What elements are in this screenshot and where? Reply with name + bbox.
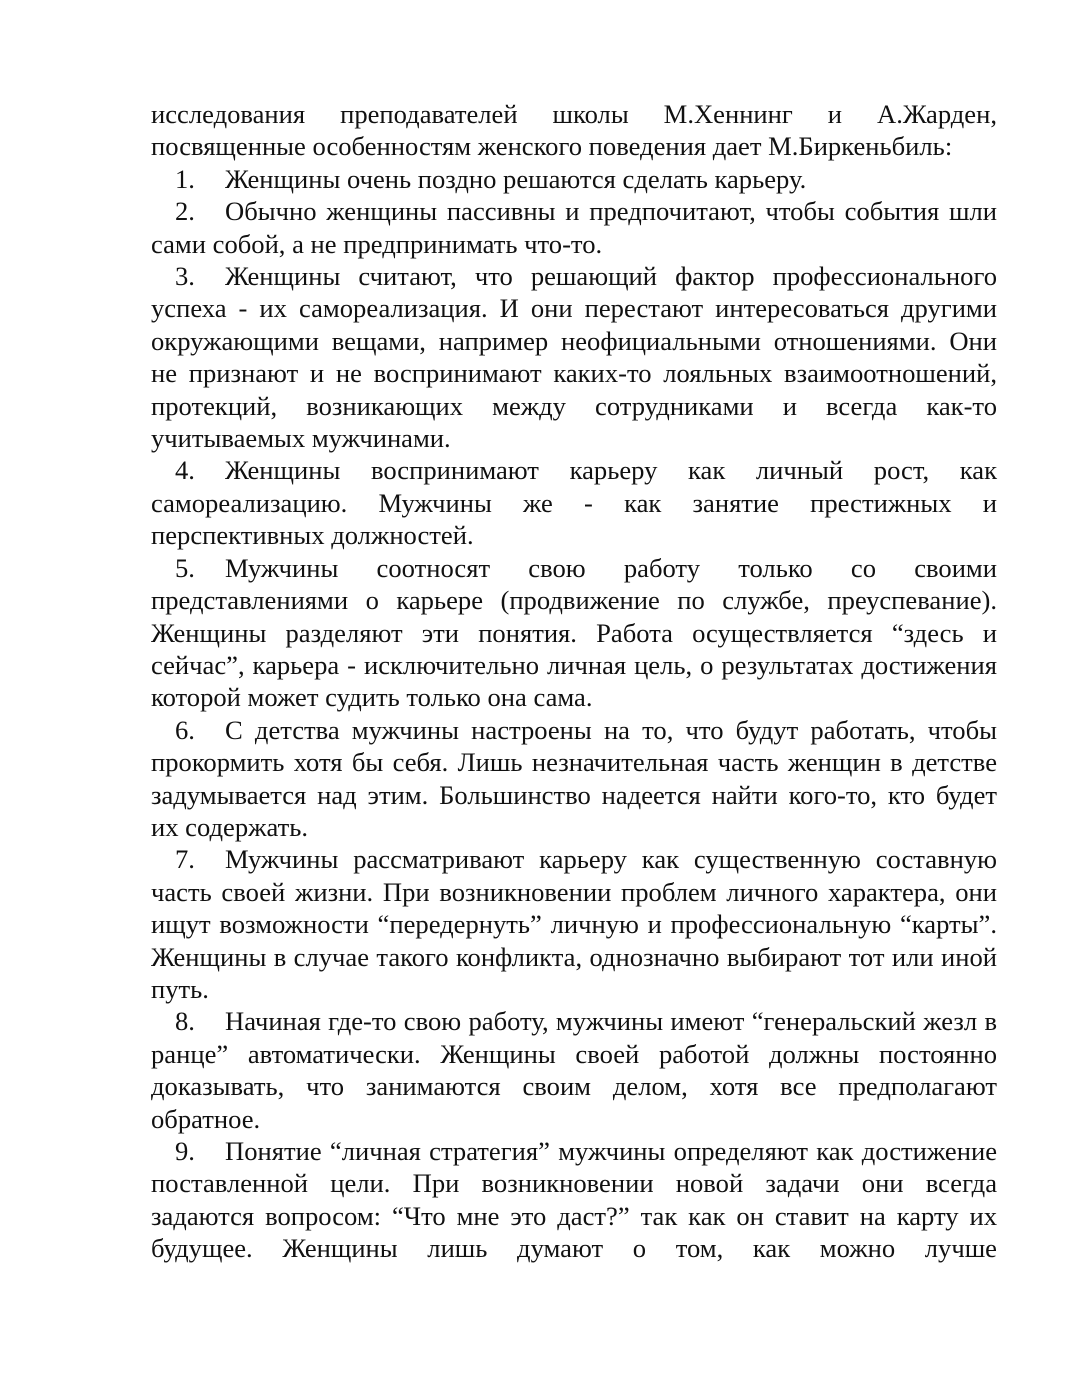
item-text: Мужчины соотносят свою работу только со своими представлениями о карьере (продвижение по службе, преуспевание). Женщины разделяют эти понятия. Работа осуществляется “здесь и сейчас”, карьера - исключительно личная цель, о результатах достижения которой может судить только она сама. — [151, 552, 997, 713]
item-number: 3. — [175, 261, 195, 292]
item-number: 7. — [175, 844, 195, 875]
item-number: 9. — [175, 1136, 195, 1166]
item-text: Женщины воспринимают карьеру как личный рост, как самореализацию. Мужчины же - как занятие престижных и перспективных должностей. — [151, 455, 997, 551]
list-item — [151, 552, 997, 714]
item-text: Женщины очень поздно решаются сделать карьеру. — [225, 163, 807, 194]
item-number: 1. — [175, 163, 195, 194]
list-item — [151, 714, 997, 844]
list-item — [151, 260, 997, 454]
item-number: 2. — [175, 196, 195, 227]
item-number: 6. — [175, 714, 195, 745]
item-text: С детства мужчины настроены на то, что будут работать, чтобы прокормить хотя бы себя. Лишь незначительная часть женщин в детстве задумывается над этим. Большинство надеется найти кого-то, кто будет их содержать. — [151, 714, 997, 842]
item-number: 5. — [175, 552, 195, 583]
item-number: 8. — [175, 1006, 195, 1037]
item-text: Женщины считают, что решающий фактор профессионального успеха - их самореализация. И они перестают интересоваться другими окружающими вещами, например неофициальными отношениями. Они не признают и не воспринимают каких-то лояльных взаимоотношений, протекций, возникающих между сотрудниками и всегда как-то учитываемых мужчинами. — [151, 261, 997, 454]
list-item — [151, 1135, 997, 1265]
list-item — [151, 1005, 997, 1135]
item-text: Мужчины рассматривают карьеру как существенную составную часть своей жизни. При возникновении проблем личного характера, они ищут возможности “передернуть” личную и профессиональную “карты”. Женщины в случае такого конфликта, однозначно выбирают тот или иной путь. — [151, 844, 997, 1004]
list-item — [151, 163, 997, 195]
item-text: Обычно женщины пассивны и предпочитают, чтобы события шли сами собой, а не предпринимать что-то. — [151, 196, 997, 259]
item-text: Понятие “личная стратегия” мужчины определяют как достижение поставленной цели. При возникновении новой задачи они всегда задаются вопросом: “Что мне это даст?” так как он ставит на карту их будущее. Женщины лишь думают о том, как можно лучше — [151, 1136, 997, 1264]
item-text: Начиная где-то свою работу, мужчины имеют “генеральский жезл в ранце” автоматически. Женщины своей работой должны постоянно доказывать, что занимаются своим делом, хотя все предполагают обратное. — [151, 1006, 997, 1134]
list-item — [151, 843, 997, 1005]
list-item — [151, 195, 997, 260]
intro-paragraph: исследования преподавателей школы М.Хеннинг и А.Жарден, посвященные особенностям женского поведения дает М.Биркеньбиль: — [151, 99, 997, 162]
document-page — [151, 98, 997, 1265]
list-item — [151, 454, 997, 551]
item-number: 4. — [175, 455, 195, 486]
